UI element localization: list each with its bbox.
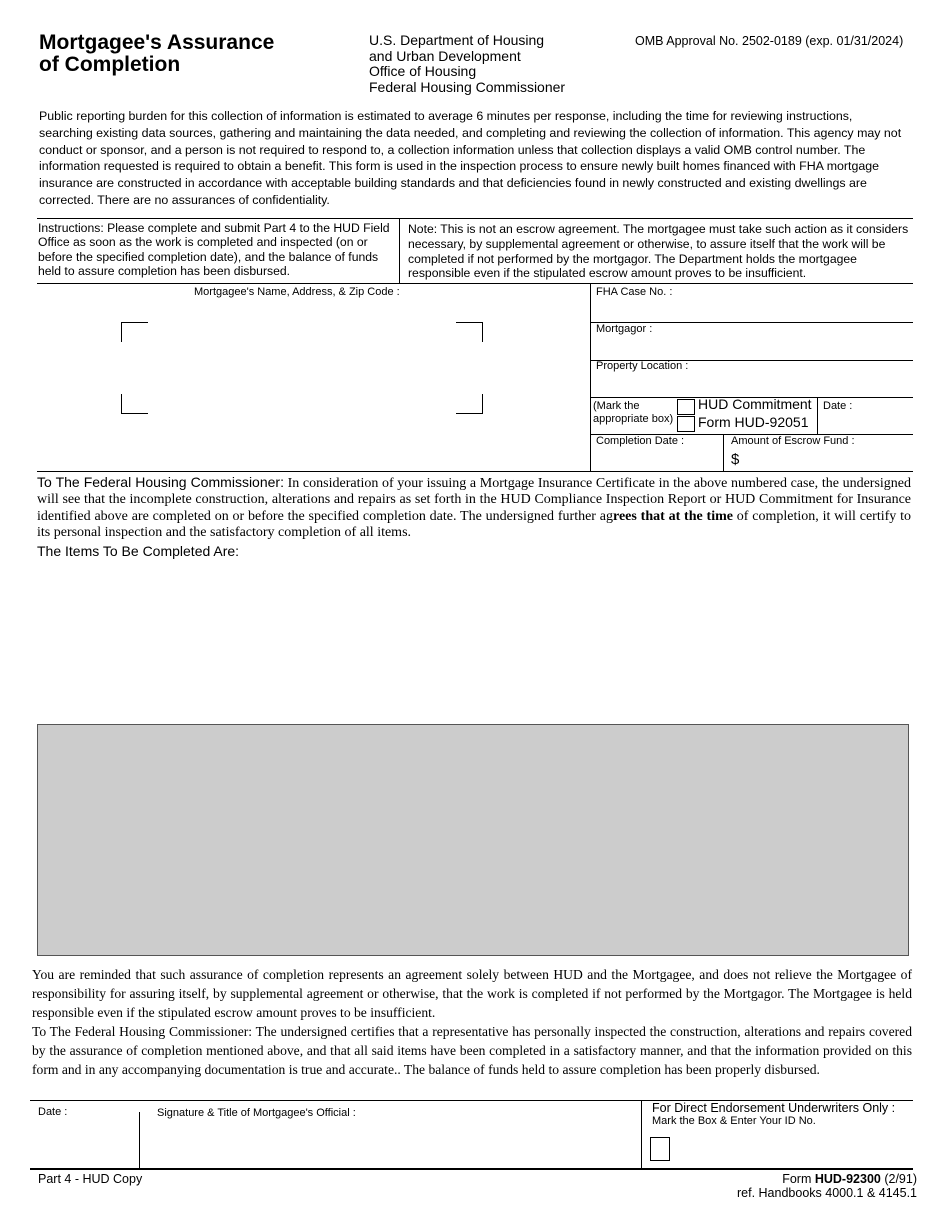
items-text-field[interactable] [37,562,909,720]
underwriter-instructions: Mark the Box & Enter Your ID No. [652,1115,816,1127]
divider [30,1168,913,1170]
signature-field[interactable] [142,1121,638,1166]
items-heading: The Items To Be Completed Are: [37,543,240,559]
title-line-2: of Completion [39,53,181,76]
agency-line-3: Office of Housing [369,63,477,79]
part-label: Part 4 - HUD Copy [38,1172,143,1186]
underwriter-block [652,1101,912,1128]
agreement-text: In consideration of your issuing a Mortgage Insurance Certificate in the above numbered case, the undersigned will see that the incomplete construction, alterations and repairs as set forth in the HUD Compliance Inspection Report or HUD Commitment for Insurance identified above are completed on or before the specified completion date. The undersigned further ag [37,476,911,524]
divider [641,1100,642,1168]
completion-date-label: Completion Date : [596,435,685,447]
burden-statement: Public reporting burden for this collection of information is estimated to average 6 minutes per response, including the time for reviewing instructions, searching existing data sources, gathering and maintaining the data needed, and completing and reviewing the collection of information. This agency may not conduct or sponsor, and a person is not required to respond to, a collection information unless that collection displays a valid OMB control number. The information requested is required to obtain a benefit. This form is used in the inspection process to ensure newly built homes financed with FHA mortgage insurance are constructed in accordance with acceptable building standards and that deficiencies found in newly constructed and existing dwellings are corrected. There are no assurances of confidentiality. [39,109,902,207]
form-hud-92051-checkbox[interactable] [677,416,695,432]
signature-title-label: Signature & Title of Mortgagee's Official : [157,1107,356,1119]
fha-case-field[interactable] [591,298,913,322]
signature-date-field[interactable] [32,1120,137,1166]
divider [139,1112,140,1168]
title-line-1: Mortgagee's Assurance [39,31,275,54]
hud-commitment-checkbox[interactable] [677,399,695,415]
underwriter-checkbox[interactable] [650,1137,670,1161]
agency-line-4: Federal Housing Commissioner [369,78,566,95]
form-id: HUD-92300 [814,1172,881,1186]
commissioner-lead: To The Federal Housing Commissioner: [37,474,284,490]
mark-box-label [593,400,673,425]
agreement-bold-text: rees that at the time [613,508,733,524]
underwriter-id-field[interactable] [674,1137,910,1161]
divider [37,283,913,284]
form-number-block [737,1172,917,1200]
form-number [737,1172,917,1186]
fha-case-label: FHA Case No. : [596,286,673,298]
currency-symbol: $ [731,451,740,468]
date-label: Date : [823,400,853,412]
divider [37,471,913,472]
divider [399,218,400,283]
mark-box-label-line: (Mark the [593,400,640,412]
property-location-field[interactable] [591,373,913,397]
agency-line-2: and Urban Development [369,47,521,64]
form-hud-92051-option: Form HUD-92051 [698,414,809,430]
form-revision: (2/91) [880,1172,917,1186]
reminder-paragraph: You are reminded that such assurance of completion represents an agreement solely between HUD and the Mortgagee, and does not relieve the Mortgagee of responsibility for assuring itself, by supplemental agreement or otherwise, that the work is completed if not performed by the Mortgagor. The Mortgagee is held responsible even if the stipulated escrow amount proves to be insufficient. [32,967,912,1020]
form-prefix: Form [782,1172,815,1186]
divider [37,218,913,219]
corner-mark [121,394,148,414]
hud-commitment-option: HUD Commitment [698,396,812,412]
mortgagee-label: Mortgagee's Name, Address, & Zip Code : [194,286,400,298]
escrow-amount-field[interactable] [745,448,911,471]
corner-mark [456,322,483,342]
commitment-date-field[interactable] [818,412,913,434]
mark-box-label-line: appropriate box) [593,412,674,425]
certification-paragraph: To The Federal Housing Commissioner: The undersigned certifies that a representative has personally inspected the construction, alterations and repairs covered by the assurance of completion mentioned above, and that all said items have been completed in a satisfactory manner, and that the information provided on this form and in any accompanying documentation is true and accurate.. The balance of funds held to assure completion has been properly disbursed. [32,1024,912,1077]
items-shaded-area[interactable] [37,724,909,956]
underwriter-title: For Direct Endorsement Underwriters Only : [652,1101,896,1115]
agreement-text: of completion, it will certify to its personal inspection and the satisfactory completion of all items. [37,508,911,540]
mortgagor-label: Mortgagor : [596,323,653,335]
divider [723,434,724,472]
completion-date-field[interactable] [591,448,722,471]
reminder-block [32,965,912,1079]
corner-mark [456,394,483,414]
agency-block [369,33,565,95]
agency-line-1: U.S. Department of Housing [369,32,545,48]
instructions-text: Instructions: Please complete and submit Part 4 to the HUD Field Office as soon as the work is completed and inspected (on or before the specified completion date), and the balance of funds held to assure completion has been disbursed. [38,221,390,279]
signature-date-label: Date : [38,1106,68,1118]
corner-mark [121,322,148,342]
omb-approval: OMB Approval No. 2502-0189 (exp. 01/31/2024) [635,34,904,48]
handbook-reference: ref. Handbooks 4000.1 & 4145.1 [737,1186,917,1200]
escrow-amount-label: Amount of Escrow Fund : [731,435,855,447]
note-text: Note: This is not an escrow agreement. The mortgagee must take such action as it considers necessary, by supplemental agreement or otherwise, to assure itself that the work will be completed if not performed by the mortgagor. The Department holds the mortgagee responsible even if the stipulated escrow amount proves to be insufficient. [408,222,909,281]
commissioner-agreement [37,474,911,541]
property-location-label: Property Location : [596,360,689,372]
mortgagee-address-field[interactable] [121,322,483,416]
page-title [39,32,274,76]
mortgagor-field[interactable] [591,336,913,360]
